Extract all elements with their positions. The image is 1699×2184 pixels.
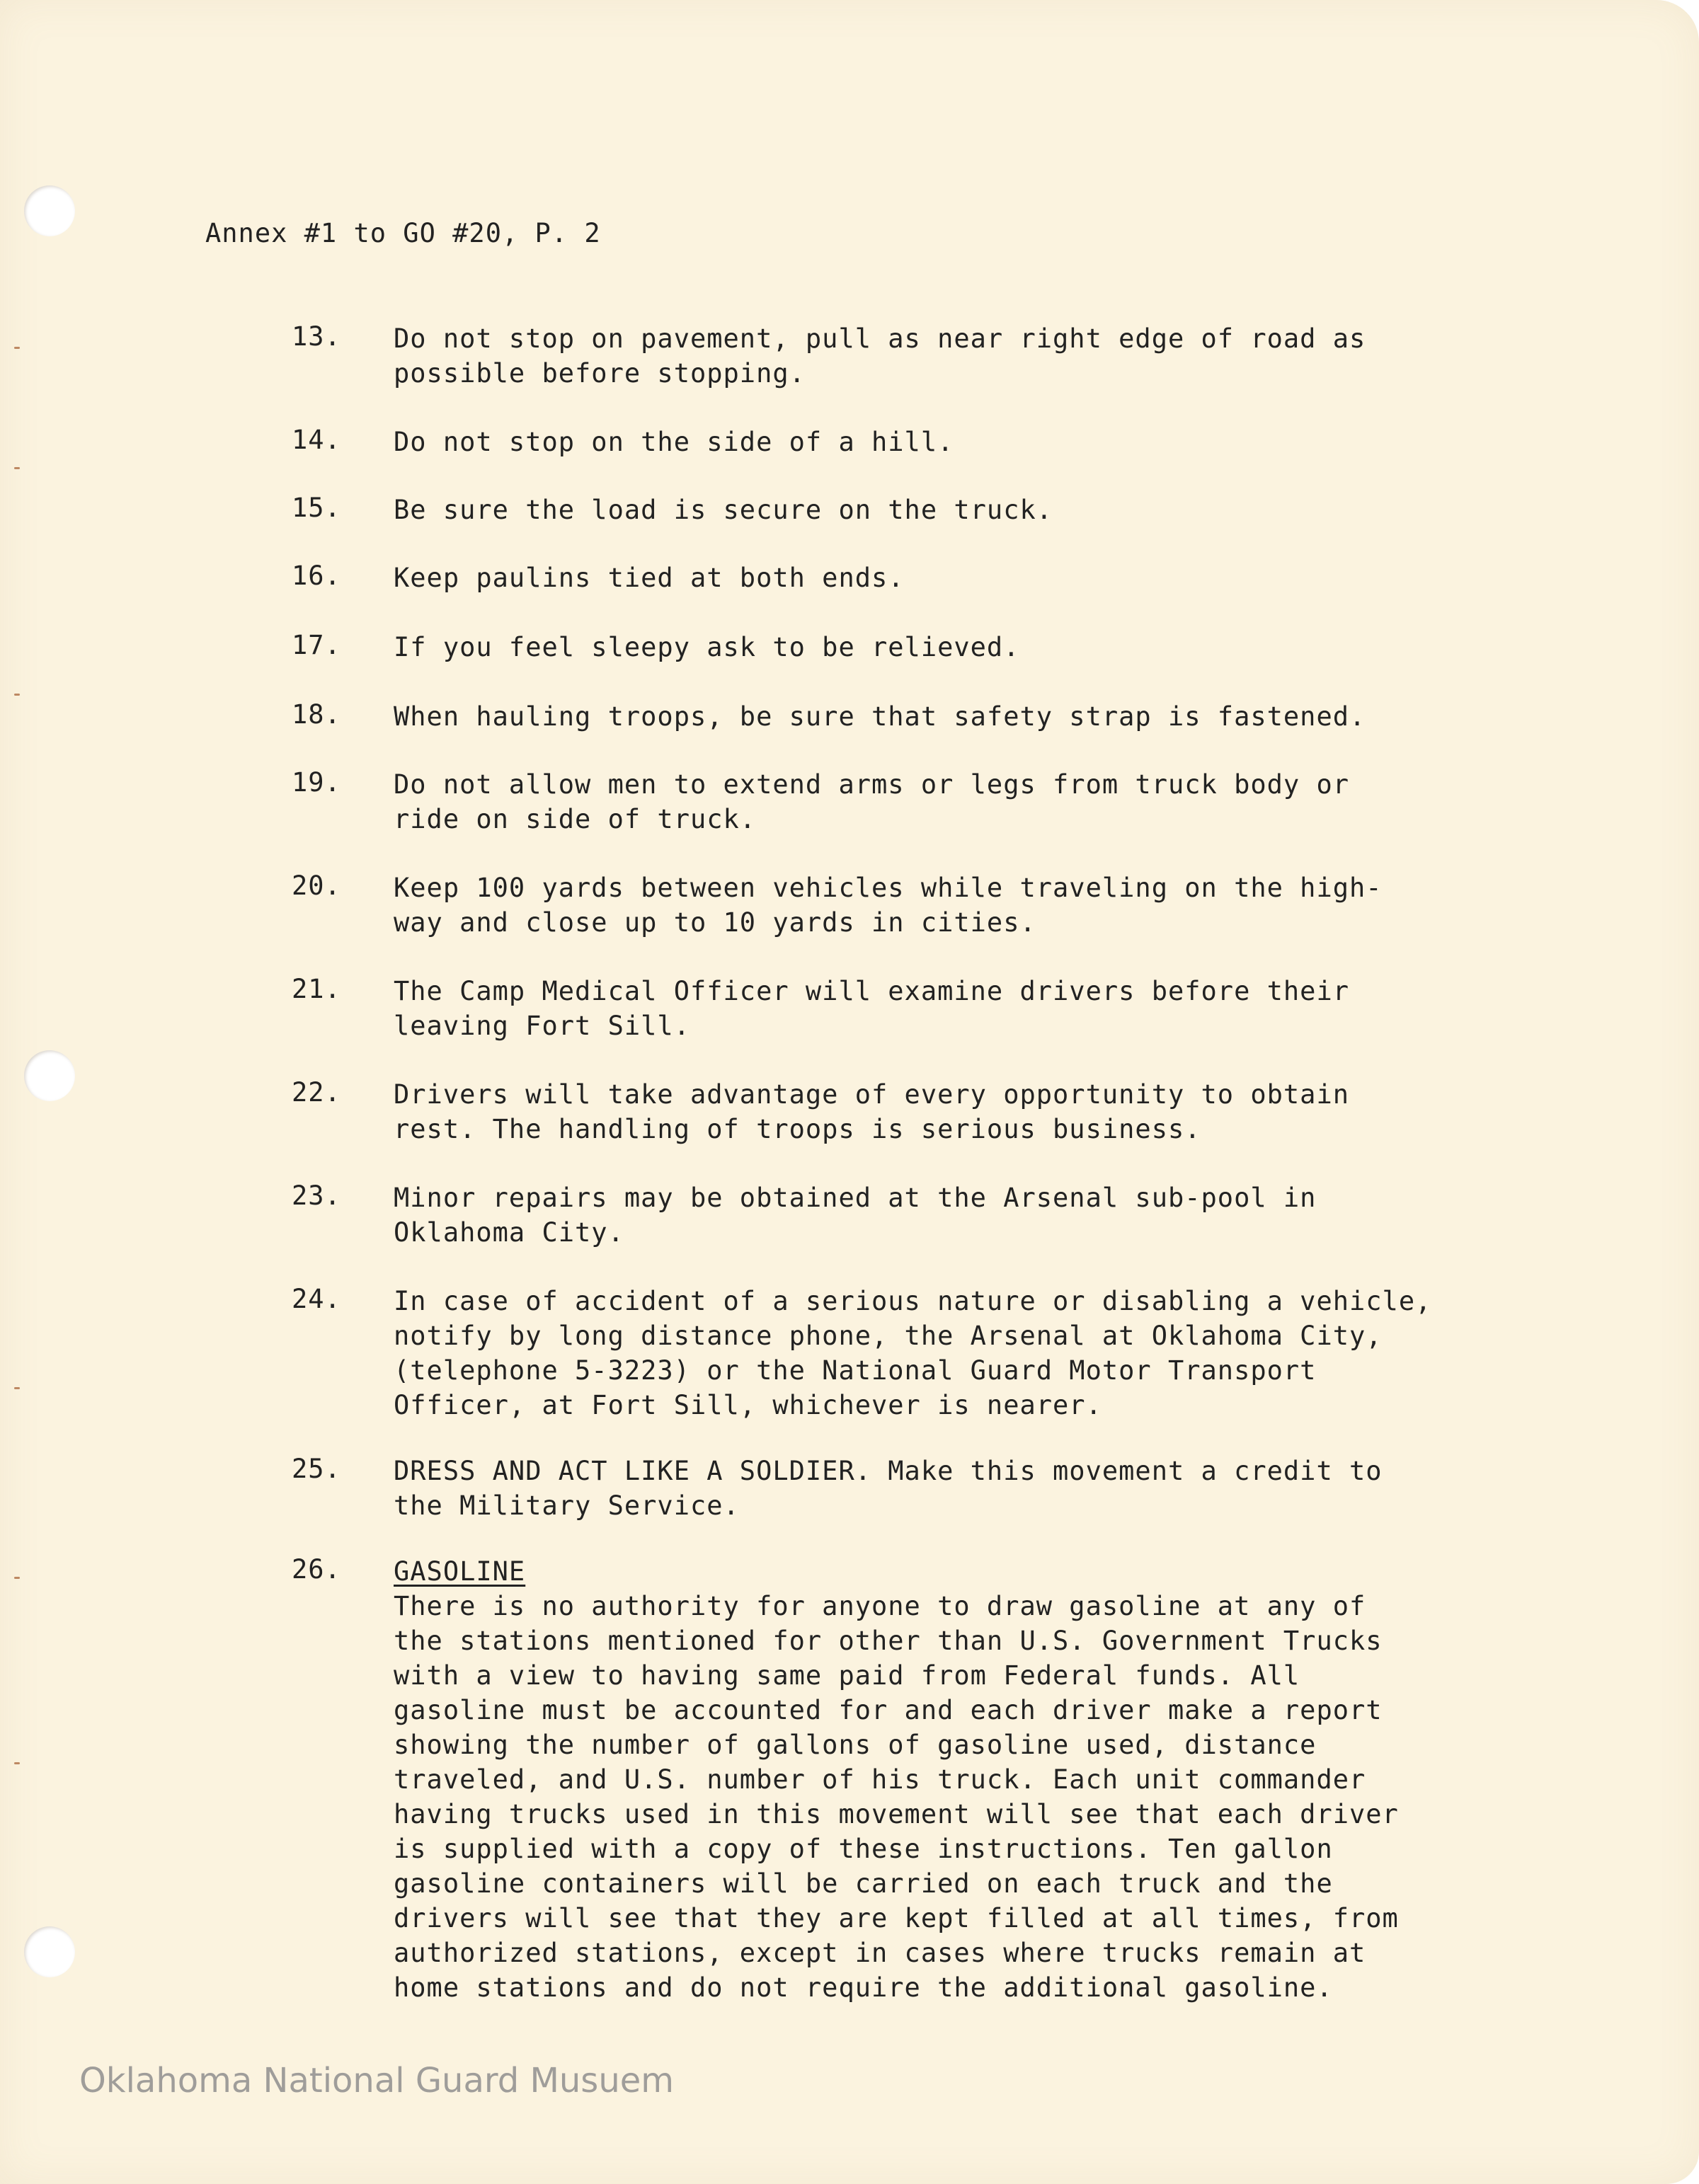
paper-speck [14,1577,20,1579]
item-line: (telephone 5-3223) or the National Guard Motor Transport [394,1355,1317,1386]
punch-hole-top [24,185,75,236]
item-line: home stations and do not require the additional gasoline. [394,1972,1333,2003]
item-number: 20. [292,870,341,901]
item-line: When hauling troops, be sure that safety strap is fastened. [394,701,1366,732]
item-text [394,870,1383,940]
item-line: If you feel sleepy ask to be relieved. [394,632,1020,662]
item-line: rest. The handling of troops is serious business. [394,1114,1201,1144]
paper-speck [14,694,20,696]
item-line: authorized stations, except in cases where trucks remain at [394,1938,1366,1968]
item-text [394,1554,1399,2005]
item-line: The Camp Medical Officer will examine drivers before their [394,976,1350,1006]
item-line: Do not stop on the side of a hill. [394,427,954,457]
item-text [394,561,905,595]
item-number: 17. [292,630,341,660]
item-text [394,699,1366,734]
item-line: Drivers will take advantage of every opportunity to obtain [394,1079,1350,1110]
item-line: with a view to having same paid from Federal funds. All [394,1660,1300,1691]
item-line: Be sure the load is secure on the truck. [394,495,1053,525]
item-line: Keep paulins tied at both ends. [394,563,905,593]
punch-hole-middle [24,1050,75,1101]
item-line: Keep 100 yards between vehicles while traveling on the high- [394,873,1383,903]
item-number: 25. [292,1454,341,1484]
section-heading: GASOLINE [394,1556,526,1587]
item-number: 18. [292,699,341,730]
item-line: the Military Service. [394,1490,740,1521]
item-line: Officer, at Fort Sill, whichever is nearer. [394,1390,1102,1420]
item-line: way and close up to 10 yards in cities. [394,907,1036,938]
punch-hole-bottom [24,1926,75,1977]
item-text [394,425,954,459]
item-line: having trucks used in this movement will see that each driver [394,1799,1399,1829]
item-line: Minor repairs may be obtained at the Arsenal sub-pool in [394,1183,1317,1213]
item-number: 19. [292,767,341,798]
paper-speck [14,1762,20,1764]
item-text [394,974,1349,1043]
item-number: 14. [292,425,341,455]
item-line: DRESS AND ACT LIKE A SOLDIER. Make this movement a credit to [394,1456,1383,1486]
item-line: leaving Fort Sill. [394,1011,690,1041]
item-number: 13. [292,321,341,352]
item-number: 26. [292,1554,341,1585]
paper-speck [14,467,20,469]
item-line: notify by long distance phone, the Arsenal at Oklahoma City, [394,1321,1383,1351]
item-line: showing the number of gallons of gasoline used, distance [394,1730,1317,1760]
item-line: Do not stop on pavement, pull as near right edge of road as [394,323,1366,354]
item-line: traveled, and U.S. number of his truck. Each unit commander [394,1764,1366,1795]
item-number: 22. [292,1077,341,1108]
document-header: Annex #1 to GO #20, P. 2 [205,218,601,248]
item-number: 23. [292,1180,341,1211]
item-number: 15. [292,493,341,523]
item-text [394,1284,1431,1423]
item-text [394,493,1053,527]
item-line: gasoline containers will be carried on each truck and the [394,1868,1333,1899]
paper-speck [14,1387,20,1389]
item-line: In case of accident of a serious nature or disabling a vehicle, [394,1286,1432,1316]
item-line: drivers will see that they are kept filled at all times, from [394,1903,1399,1933]
item-line: is supplied with a copy of these instructions. Ten gallon [394,1834,1333,1864]
museum-watermark: Oklahoma National Guard Musuem [79,2061,675,2100]
item-number: 16. [292,561,341,591]
item-line: Oklahoma City. [394,1217,624,1248]
item-line: the stations mentioned for other than U.S. Government Trucks [394,1626,1383,1656]
item-line: ride on side of truck. [394,804,757,834]
item-text [394,1077,1349,1146]
item-line: possible before stopping. [394,358,806,389]
item-text [394,321,1366,391]
item-line: Do not allow men to extend arms or legs from truck body or [394,769,1350,800]
item-number: 21. [292,974,341,1004]
item-text [394,630,1019,665]
item-text [394,767,1349,837]
item-text [394,1180,1316,1250]
item-line: gasoline must be accounted for and each driver make a report [394,1695,1383,1725]
item-number: 24. [292,1284,341,1314]
item-text [394,1454,1383,1523]
paper-speck [14,347,20,349]
item-line: There is no authority for anyone to draw gasoline at any of [394,1591,1366,1621]
